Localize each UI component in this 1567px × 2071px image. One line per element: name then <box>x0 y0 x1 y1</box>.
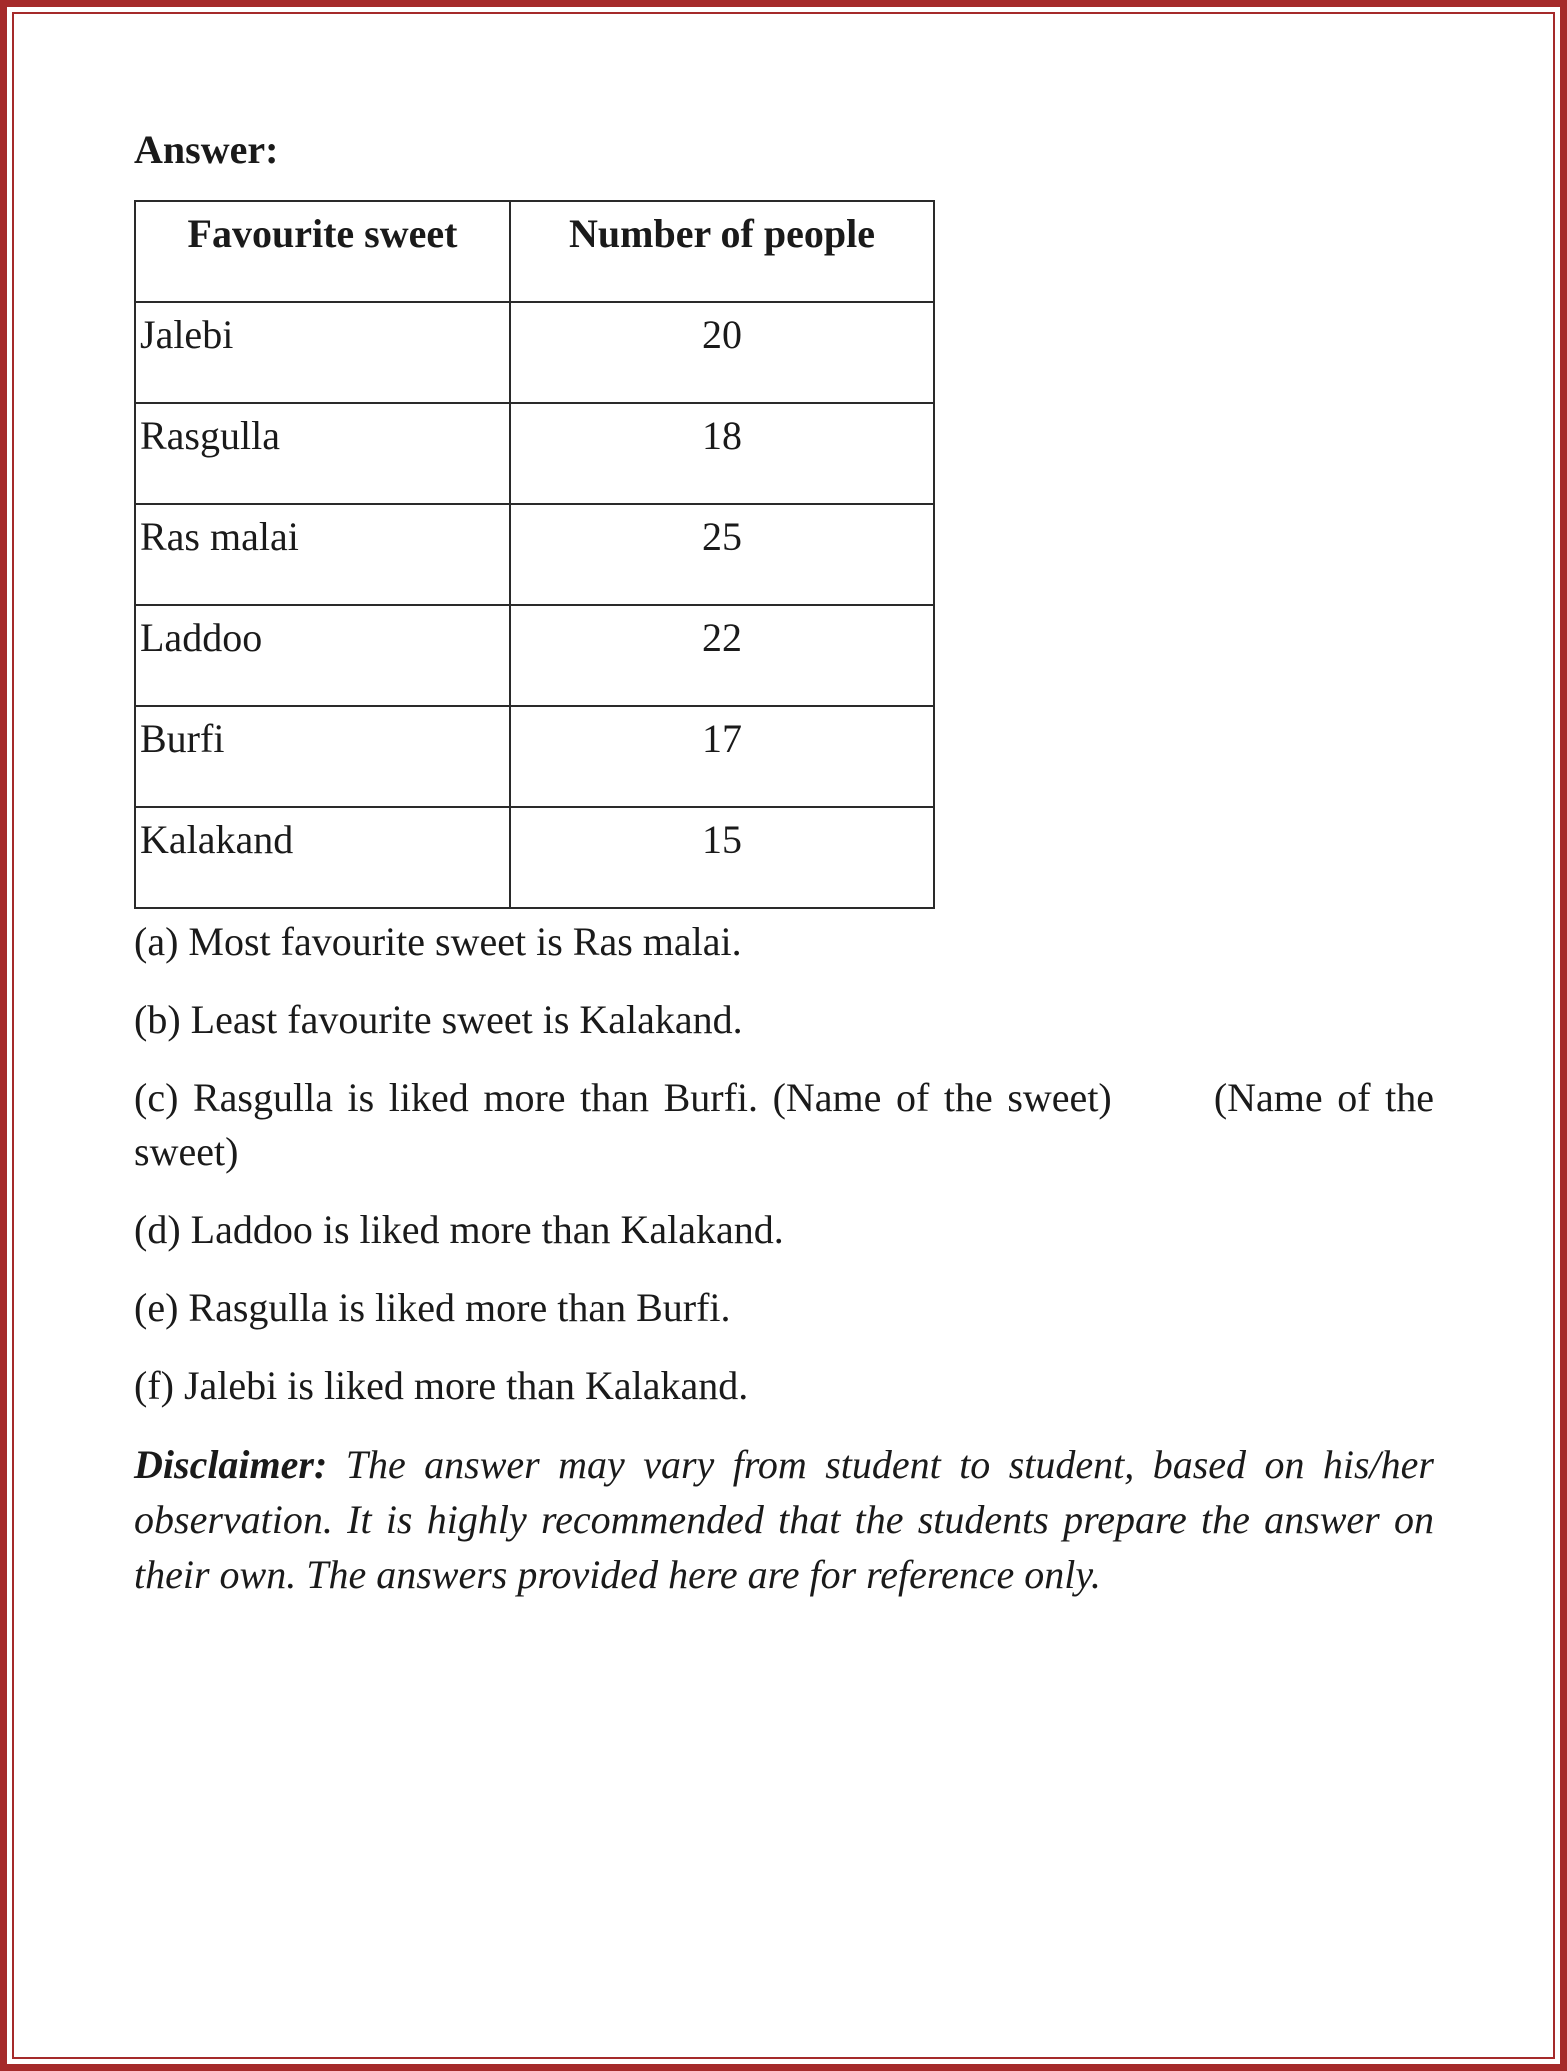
sweet-name-cell: Jalebi <box>135 302 510 403</box>
sweet-count-cell: 25 <box>510 504 934 605</box>
disclaimer-text: The answer may vary from student to student, based on his/her observation. It is highly recommended that the students prepare the answer on their own. The answers provided here are for reference only. <box>134 1442 1434 1597</box>
sweets-table <box>134 200 935 909</box>
answer-heading: Answer: <box>134 127 279 172</box>
header-favourite-sweet: Favourite sweet <box>135 201 510 302</box>
table-row <box>135 302 934 403</box>
table-header-row <box>135 201 934 302</box>
statement-f: (f) Jalebi is liked more than Kalakand. <box>134 1363 749 1408</box>
sweet-name-cell: Ras malai <box>135 504 510 605</box>
disclaimer <box>134 1437 1434 1602</box>
table-row <box>135 403 934 504</box>
sweet-count-cell: 22 <box>510 605 934 706</box>
statement-c: (c) Rasgulla is liked more than Burfi. (Name of the sweet) (Name of the sweet) <box>134 1075 1434 1174</box>
statement-b: (b) Least favourite sweet is Kalakand. <box>134 997 743 1042</box>
disclaimer-label: Disclaimer: <box>134 1442 328 1487</box>
sweet-name-cell: Kalakand <box>135 807 510 908</box>
sweet-count-cell: 18 <box>510 403 934 504</box>
sweet-name-cell: Burfi <box>135 706 510 807</box>
sweet-count-cell: 20 <box>510 302 934 403</box>
table-row <box>135 605 934 706</box>
sweet-name-cell: Rasgulla <box>135 403 510 504</box>
sweet-count-cell: 17 <box>510 706 934 807</box>
table-row <box>135 504 934 605</box>
sweet-name-cell: Laddoo <box>135 605 510 706</box>
page-content <box>134 127 1434 1602</box>
statement-e: (e) Rasgulla is liked more than Burfi. <box>134 1285 731 1330</box>
answer-statements <box>134 915 1434 1413</box>
statement-d: (d) Laddoo is liked more than Kalakand. <box>134 1207 784 1252</box>
table-row <box>135 706 934 807</box>
statement-a: (a) Most favourite sweet is Ras malai. <box>134 919 742 964</box>
header-number-of-people: Number of people <box>510 201 934 302</box>
table-row <box>135 807 934 908</box>
sweet-count-cell: 15 <box>510 807 934 908</box>
